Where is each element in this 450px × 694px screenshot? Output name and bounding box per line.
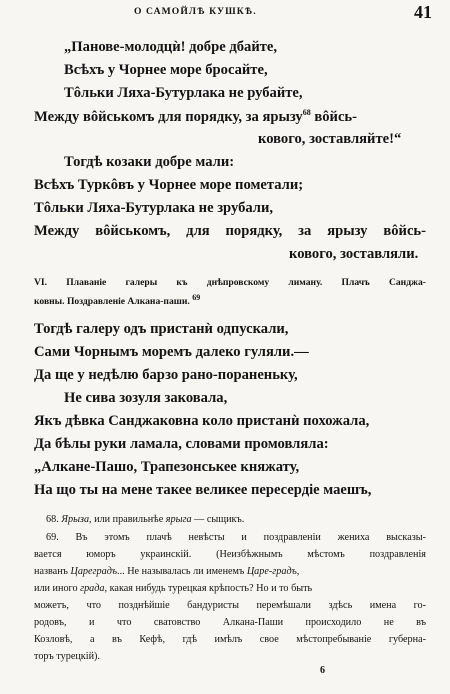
footnote-69-line: 69. Въ этомъ плачѣ невѣсты и поздравленіи жениха высказы- <box>46 532 426 543</box>
verse-line: Всѣхъ Туркôвъ у Чорнее море пометали; <box>34 177 304 193</box>
verse-line: кового, зоставляли. <box>289 246 419 262</box>
verse-line: Тôльки Ляха-Бутурлака не рубайте, <box>64 85 303 101</box>
footnote-term: Цареградъ <box>70 566 118 577</box>
verse-text: Между вôйськомъ для порядку, за ярызу <box>34 108 303 125</box>
footnote-69-line: торъ турецкій). <box>34 651 100 662</box>
verse-line: „Панове-молодцѝ! добре дбайте, <box>64 39 278 55</box>
footnote-text: — сыщикъ. <box>194 514 245 525</box>
footnote-69-line: родовъ, и что сватовство Алкана-Паши происходило не въ <box>34 617 426 628</box>
section-heading-line-1: VI. Плаваніе галеры къ днѣпровскому лиману. Плачъ Санджа- <box>34 277 426 288</box>
verse-line: Не сива зозуля заковала, <box>64 390 228 406</box>
footnote-text: , какая нибудь турецкая крѣпость? Но и то быть <box>104 583 313 594</box>
footnote-number: 68. <box>46 514 59 525</box>
verse-line: Сами Чорнымъ моремъ далеко гуляли.— <box>34 344 309 360</box>
page-number: 41 <box>414 2 432 22</box>
section-heading-text: ковны. Поздравленіе Алкана-паши. <box>34 296 190 308</box>
verse-line: кового, зоставляйте!“ <box>258 131 402 147</box>
verse-line: Да ще у недѣлю барзо рано-пораненьку, <box>34 367 298 383</box>
verse-line: Тогдѣ козаки добре мали: <box>64 154 235 170</box>
footnote-68 <box>46 515 244 525</box>
footnote-text: , или правильнѣе <box>89 514 164 525</box>
verse-line: Да бѣлы руки ламала, словами промовляла: <box>34 436 329 452</box>
footnote-term: града <box>80 583 105 594</box>
verse-line: Тогдѣ галеру одъ пристанѝ одпускали, <box>34 321 289 337</box>
running-title: О САМОЙЛѢ КУШКѢ. <box>134 6 257 17</box>
page-header <box>0 2 450 22</box>
footnote-69-line: Козловѣ, а въ Кефѣ, гдѣ имѣлъ свое мѣстопребываніе губерна- <box>34 634 426 645</box>
footnote-text: или иного <box>34 583 78 594</box>
footnote-69-line: вается юморъ украинскій. (Неизбѣжнымъ мѣстомъ поздравленія <box>34 549 426 560</box>
verse-line: „Алкане-Пашо, Трапезонськее княжату, <box>34 459 300 475</box>
verse-line: На що ты на мене такее великее пересердіе маешъ, <box>34 482 372 498</box>
verse-line: Всѣхъ у Чорнее море бросайте, <box>64 62 268 78</box>
footnote-69-line <box>34 567 299 577</box>
footnote-ref-68: 68 <box>302 108 311 117</box>
footnote-term: Царе-градъ <box>246 566 297 577</box>
footnote-69-line <box>34 584 312 594</box>
verse-line: Якъ дѣвка Санджаковна коло пристанѝ похожала, <box>34 413 370 429</box>
footnote-term: Ярыза <box>61 514 90 525</box>
verse-line: Тôльки Ляха-Бутурлака не зрубали, <box>34 200 274 216</box>
footnote-term: ярыга <box>165 514 192 525</box>
verse-line <box>34 109 357 124</box>
verse-text: вôйсь- <box>314 108 358 125</box>
verse-line: Между вôйськомъ, для порядку, за ярызу вôйсь- <box>34 223 426 239</box>
footnote-69-line: можетъ, что позднѣйшіе бандуристы перемѣшали здѣсь имена го- <box>34 600 426 611</box>
printer-signature: 6 <box>320 665 325 676</box>
footnote-ref-69: 69 <box>192 293 201 302</box>
footnote-text: названъ <box>34 566 68 577</box>
footnote-text: , <box>296 566 300 577</box>
section-heading-line-2 <box>34 294 200 307</box>
footnote-text: ... Не называлась ли именемъ <box>117 566 245 577</box>
